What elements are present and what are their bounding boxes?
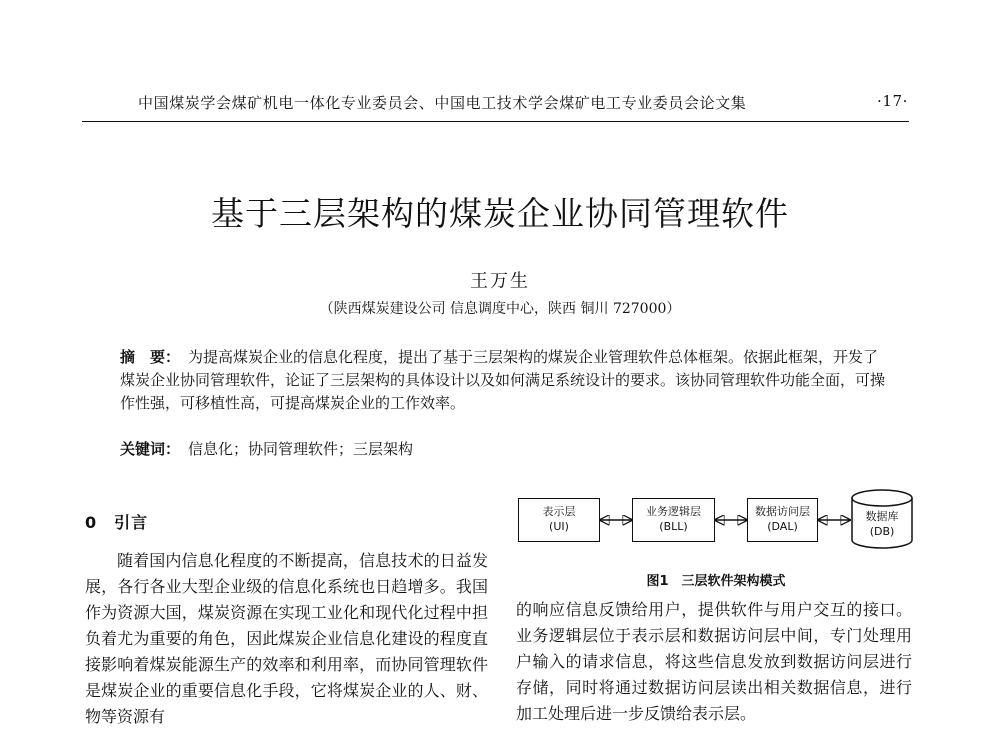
page-number: ·17·: [876, 92, 908, 110]
database-label: [850, 509, 914, 539]
architecture-figure: [516, 488, 916, 558]
body-column-left: [85, 548, 488, 730]
abstract-text: 为提高煤炭企业的信息化程度，提出了基于三层架构的煤炭企业管理软件总体框架。依据此框架，开发了煤炭企业协同管理软件，论证了三层架构的具体设计以及如何满足系统设计的要求。该协同管理软件功能全面，可操作性强，可移植性高，可提高煤炭企业的工作效率。: [120, 348, 886, 412]
body-paragraph-right: 的响应信息反馈给用户，提供软件与用户交互的接口。业务逻辑层位于表示层和数据访问层中间，专门处理用户输入的请求信息，将这些信息发放到数据访问层进行存储，同时将通过数据访问层读出相关数据信息，进行加工处理后进一步反馈给表示层。: [516, 600, 912, 723]
presentation-layer-box: [518, 498, 600, 542]
database-name: 数据库: [865, 510, 899, 523]
keywords-text: 信息化；协同管理软件；三层架构: [188, 440, 414, 458]
keywords-label: 关键词：: [120, 440, 181, 458]
abstract: [120, 346, 890, 415]
body-paragraph-left: 随着国内信息化程度的不断提高，信息技术的日益发展，各行各业大型企业级的信息化系统也日趋增多。我国作为资源大国，煤炭资源在实现工业化和现代化过程中担负着尤为重要的角色，因此煤炭企业信息化建设的程度直接影响着煤炭能源生产的效率和利用率，而协同管理软件是煤炭企业的重要信息化手段，它将煤炭企业的人、财、物等资源有: [85, 551, 488, 726]
database-cylinder: [850, 488, 914, 550]
business-logic-layer-box: [632, 498, 715, 542]
journal-name: 中国煤炭学会煤矿机电一体化专业委员会、中国电工技术学会煤矿电工专业委员会论文集: [138, 94, 747, 112]
database-abbr: (DB): [869, 525, 895, 538]
presentation-layer-abbr: (UI): [549, 520, 569, 533]
affiliation: （陕西煤炭建设公司 信息调度中心，陕西 铜川 727000）: [319, 301, 681, 317]
section-heading: 0 引言: [85, 513, 149, 532]
business-logic-layer-name: 业务逻辑层: [646, 505, 701, 518]
author: 王万生: [470, 271, 530, 292]
figure-caption: 图1 三层软件架构模式: [646, 574, 786, 589]
data-access-layer-abbr: (DAL): [767, 520, 798, 533]
data-access-layer-box: [747, 498, 818, 542]
running-header: [138, 92, 908, 114]
presentation-layer-name: 表示层: [542, 505, 576, 518]
business-logic-layer-abbr: (BLL): [659, 520, 688, 533]
abstract-label: 摘 要：: [120, 348, 181, 366]
header-divider: [82, 121, 909, 122]
paper-title: 基于三层架构的煤炭企业协同管理软件: [211, 194, 789, 233]
data-access-layer-name: 数据访问层: [755, 505, 810, 518]
keywords: [120, 438, 890, 461]
body-column-right: [516, 597, 912, 727]
